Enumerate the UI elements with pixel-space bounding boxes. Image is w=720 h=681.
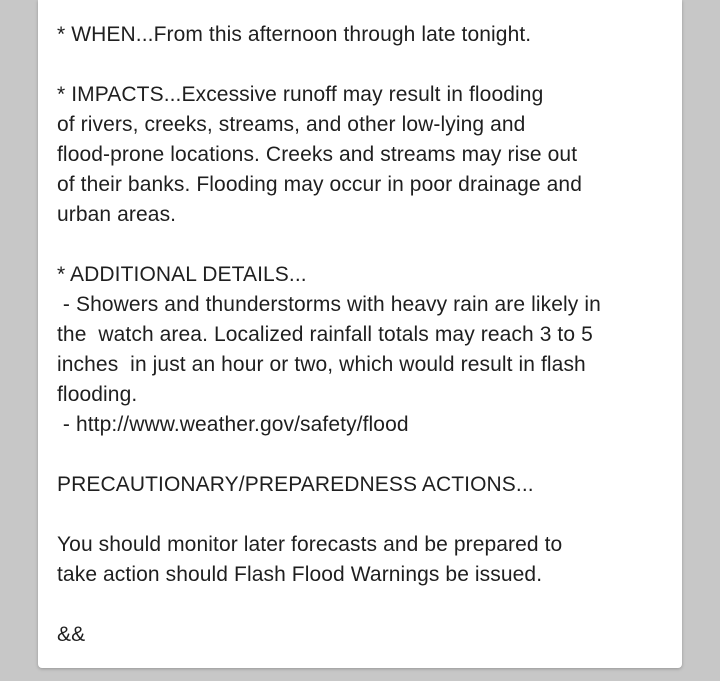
- blank-line: [57, 50, 668, 80]
- end-marker: &&: [57, 623, 86, 646]
- alert-message-card: [38, 0, 682, 668]
- alert-section-heading: PRECAUTIONARY/PREPAREDNESS ACTIONS...: [57, 473, 534, 496]
- flood-safety-link[interactable]: - http://www.weather.gov/safety/flood: [57, 413, 409, 436]
- alert-text-line: - Showers and thunderstorms with heavy rain are likely in: [57, 293, 601, 316]
- alert-text-line: * WHEN...From this afternoon through late tonight.: [57, 23, 532, 46]
- alert-text-line: of their banks. Flooding may occur in poor drainage and: [57, 173, 582, 196]
- alert-text-line: the watch area. Localized rainfall totals may reach 3 to 5: [57, 323, 593, 346]
- alert-text-line: flooding.: [57, 383, 138, 406]
- alert-text-line: of rivers, creeks, streams, and other low-lying and: [57, 113, 526, 136]
- blank-line: [57, 500, 668, 530]
- alert-text-line: You should monitor later forecasts and be prepared to: [57, 533, 563, 556]
- alert-text-line: * IMPACTS...Excessive runoff may result in flooding: [57, 83, 544, 106]
- alert-text-line: take action should Flash Flood Warnings be issued.: [57, 563, 543, 586]
- alert-text-line: inches in just an hour or two, which would result in flash: [57, 353, 586, 376]
- alert-text-line: flood-prone locations. Creeks and streams may rise out: [57, 143, 578, 166]
- alert-text-line: urban areas.: [57, 203, 177, 226]
- blank-line: [57, 230, 668, 260]
- alert-text-line: * ADDITIONAL DETAILS...: [57, 263, 307, 286]
- blank-line: [57, 440, 668, 470]
- blank-line: [57, 590, 668, 620]
